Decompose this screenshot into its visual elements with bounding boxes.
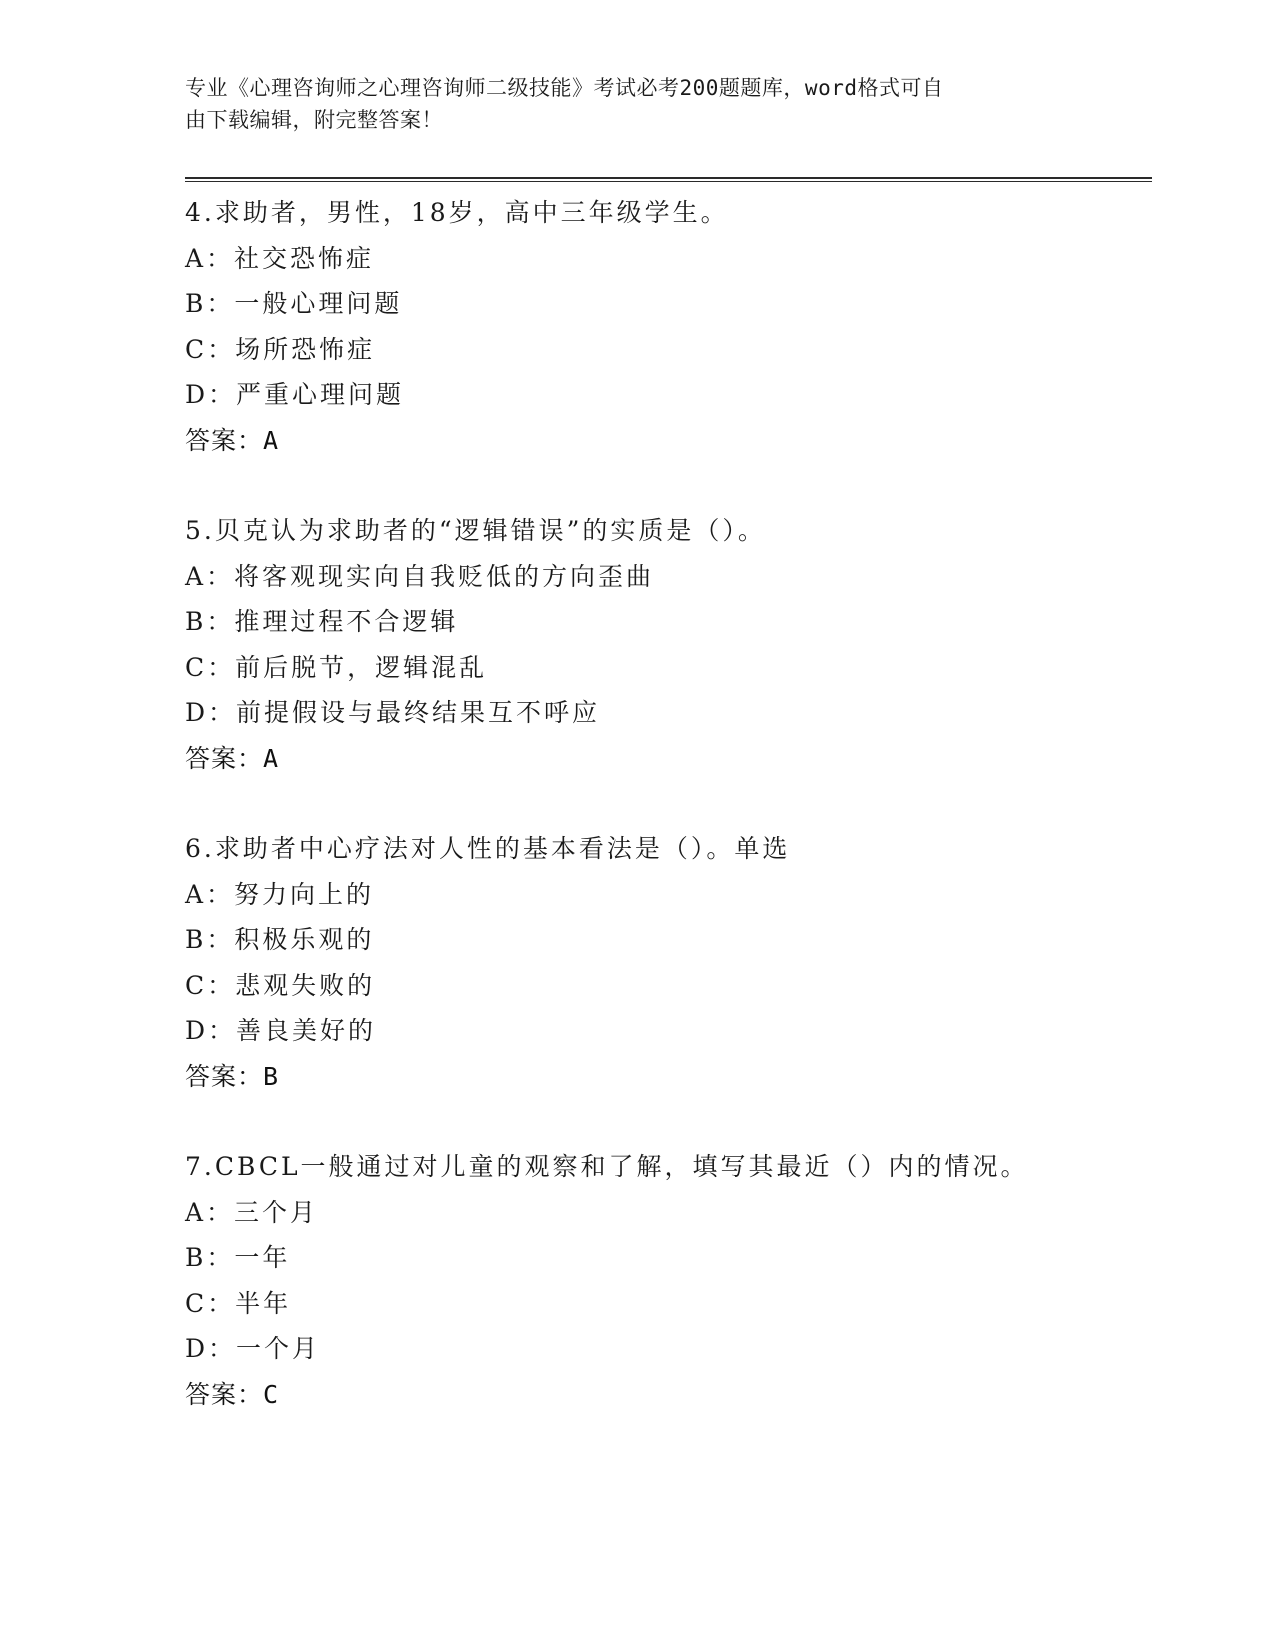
option-b: B：一年 [185, 1243, 291, 1272]
option-c: C：悲观失败的 [185, 970, 376, 1000]
option-c: C：前后脱节，逻辑混乱 [185, 652, 488, 682]
question-stem: 5.贝克认为求助者的“逻辑错误”的实质是（）。 [185, 516, 766, 545]
question-item [185, 190, 1145, 508]
option-a: A：将客观现实向自我贬低的方向歪曲 [185, 561, 655, 591]
option-b: B：积极乐观的 [185, 925, 375, 954]
divider-thin-line [185, 181, 1152, 182]
question-stem: 4.求助者，男性，18岁，高中三年级学生。 [185, 198, 729, 227]
header-divider [185, 177, 1152, 183]
question-item [185, 826, 1145, 1144]
option-d: D：善良美好的 [185, 1016, 377, 1045]
option-b: B：一般心理问题 [185, 289, 403, 318]
question-stem: 6.求助者中心疗法对人性的基本看法是（）。单选 [185, 834, 791, 863]
option-d: D：严重心理问题 [185, 380, 405, 409]
question-list [185, 190, 1145, 1462]
answer-label: 答案：A [185, 743, 280, 773]
option-a: A：努力向上的 [185, 879, 375, 909]
option-a: A：社交恐怖症 [185, 243, 375, 273]
option-d: D：一个月 [185, 1334, 321, 1363]
question-item [185, 508, 1145, 826]
answer-label: 答案：A [185, 425, 280, 455]
question-stem: 7.CBCL一般通过对儿童的观察和了解，填写其最近（）内的情况。 [185, 1152, 1029, 1181]
answer-label: 答案：C [185, 1379, 280, 1409]
option-d: D：前提假设与最终结果互不呼应 [185, 698, 601, 727]
intro-line: 专业《心理咨询师之心理咨询师二级技能》考试必考200题题库，word格式可自 [185, 76, 944, 100]
option-a: A：三个月 [185, 1197, 319, 1227]
question-item [185, 1144, 1145, 1462]
option-c: C：半年 [185, 1288, 292, 1318]
document-intro [185, 72, 1065, 136]
answer-label: 答案：B [185, 1061, 280, 1091]
option-c: C：场所恐怖症 [185, 334, 376, 364]
option-b: B：推理过程不合逻辑 [185, 607, 459, 636]
divider-thick-line [185, 177, 1152, 179]
intro-line: 由下载编辑，附完整答案！ [185, 108, 443, 132]
